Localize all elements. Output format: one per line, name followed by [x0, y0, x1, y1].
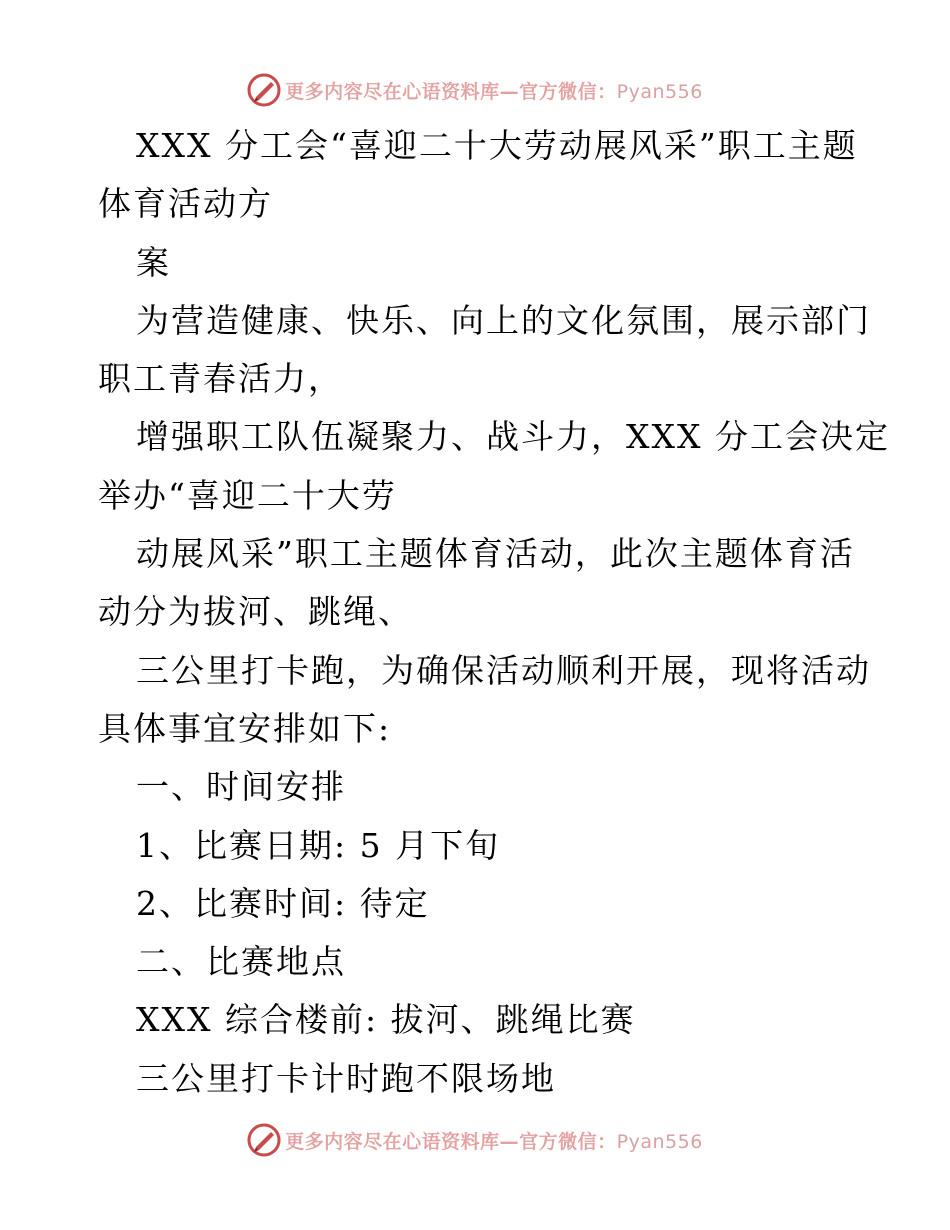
watermark-text: 更多内容尽在心语资料库—官方微信：Pyan556: [285, 80, 703, 103]
document-body: [98, 117, 890, 1108]
document-line: 一、时间安排: [136, 767, 346, 807]
document-line: 三公里打卡计时跑不限场地: [136, 1058, 556, 1098]
watermark-text: 更多内容尽在心语资料库—官方微信：Pyan556: [285, 1130, 703, 1153]
header-watermark: [0, 70, 950, 110]
document-line: 2、比赛时间: 待定: [136, 883, 430, 923]
document-line: 具体事宜安排如下:: [98, 708, 392, 748]
document-line: 三公里打卡跑，为确保活动顺利开展，现将活动: [136, 650, 871, 690]
document-line: 二、比赛地点: [136, 942, 346, 982]
document-line: 增强职工队伍凝聚力、战斗力，XXX 分工会决定: [136, 417, 890, 457]
brand-logo-icon: [247, 73, 281, 107]
document-line: XXX 综合楼前: 拔河、跳绳比赛: [136, 1000, 636, 1040]
document-line: 1、比赛日期: 5 月下旬: [136, 825, 501, 865]
document-line: 案: [136, 242, 171, 282]
document-line: 动分为拔河、跳绳、: [98, 592, 413, 632]
document-line: 体育活动方: [98, 184, 273, 224]
footer-watermark: [0, 1120, 950, 1160]
document-line: XXX 分工会“喜迎二十大劳动展风采”职工主题: [136, 126, 858, 165]
document-line: 举办“喜迎二十大劳: [98, 475, 397, 515]
document-line: 为营造健康、快乐、向上的文化氛围，展示部门: [136, 300, 871, 340]
brand-logo-icon: [247, 1123, 281, 1157]
document-line: 动展风采”职工主题体育活动，此次主题体育活: [136, 534, 855, 574]
document-line: 职工青春活力，: [98, 359, 343, 399]
